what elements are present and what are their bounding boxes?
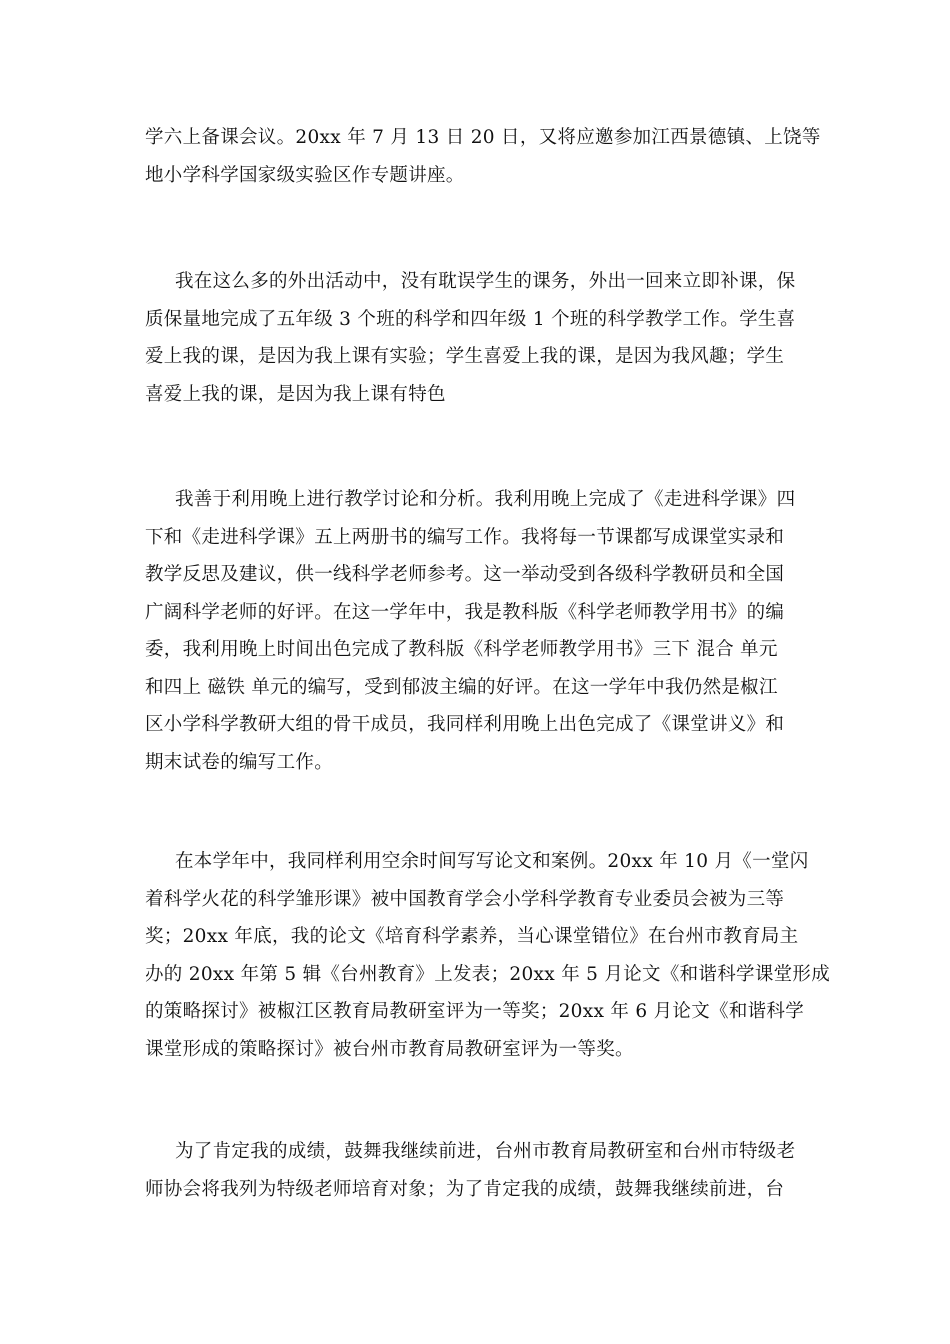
text-line: 区小学科学教研大组的骨干成员，我同样利用晚上出色完成了《课堂讲义》和 xyxy=(145,714,785,735)
text-line: 师协会将我列为特级老师培育对象；为了肯定我的成绩，鼓舞我继续前进，台 xyxy=(145,1178,785,1200)
text-line: 教学反思及建议，供一线科学老师参考。这一举动受到各级科学教研员和全国 xyxy=(145,564,785,585)
text-line: 我在这么多的外出活动中，没有耽误学生的课务，外出一回来立即补课，保 xyxy=(175,271,796,292)
paragraph-4 xyxy=(145,843,831,1068)
text-line: 学六上备课会议。20xx 年 7 月 13 日 20 日，又将应邀参加江西景德镇、上饶等 xyxy=(145,127,821,148)
paragraph-5 xyxy=(145,1133,815,1208)
text-line: 委，我利用晚上时间出色完成了教科版《科学老师教学用书》三下 混合 单元 xyxy=(145,639,778,660)
text-line: 奖；20xx 年底，我的论文《培育科学素养，当心课堂错位》在台州市教育局主 xyxy=(145,926,799,947)
text-line: 下和《走进科学课》五上两册书的编写工作。我将每一节课都写成课堂实录和 xyxy=(145,526,785,548)
paragraph-3 xyxy=(145,481,815,781)
text-line: 期末试卷的编写工作。 xyxy=(145,751,334,773)
text-line: 课堂形成的策略探讨》被台州市教育局教研室评为一等奖。 xyxy=(145,1038,634,1060)
text-line: 在本学年中，我同样利用空余时间写写论文和案例。20xx 年 10 月《一堂闪 xyxy=(175,851,809,872)
text-line: 爱上我的课，是因为我上课有实验；学生喜爱上我的课，是因为我风趣；学生 xyxy=(145,346,785,367)
text-line: 地小学科学国家级实验区作专题讲座。 xyxy=(145,164,465,186)
text-line: 着科学火花的科学雏形课》被中国教育学会小学科学教育专业委员会被为三等 xyxy=(145,888,785,910)
text-line: 我善于利用晚上进行教学讨论和分析。我利用晚上完成了《走进科学课》四 xyxy=(175,489,796,510)
text-line: 和四上 磁铁 单元的编写，受到郁波主编的好评。在这一学年中我仍然是椒江 xyxy=(145,676,778,698)
paragraph-1 xyxy=(145,119,821,194)
text-line: 为了肯定我的成绩，鼓舞我继续前进，台州市教育局教研室和台州市特级老 xyxy=(175,1141,796,1162)
text-line: 质保量地完成了五年级 3 个班的科学和四年级 1 个班的科学教学工作。学生喜 xyxy=(145,308,796,330)
text-line: 喜爱上我的课，是因为我上课有特色 xyxy=(145,383,446,405)
text-line: 的策略探讨》被椒江区教育局教研室评为一等奖；20xx 年 6 月论文《和谐科学 xyxy=(145,1001,805,1022)
text-line: 办的 20xx 年第 5 辑《台州教育》上发表；20xx 年 5 月论文《和谐科学课堂形成 xyxy=(145,963,831,985)
text-line: 广阔科学老师的好评。在这一学年中，我是教科版《科学老师教学用书》的编 xyxy=(145,601,785,623)
paragraph-2 xyxy=(145,263,815,413)
